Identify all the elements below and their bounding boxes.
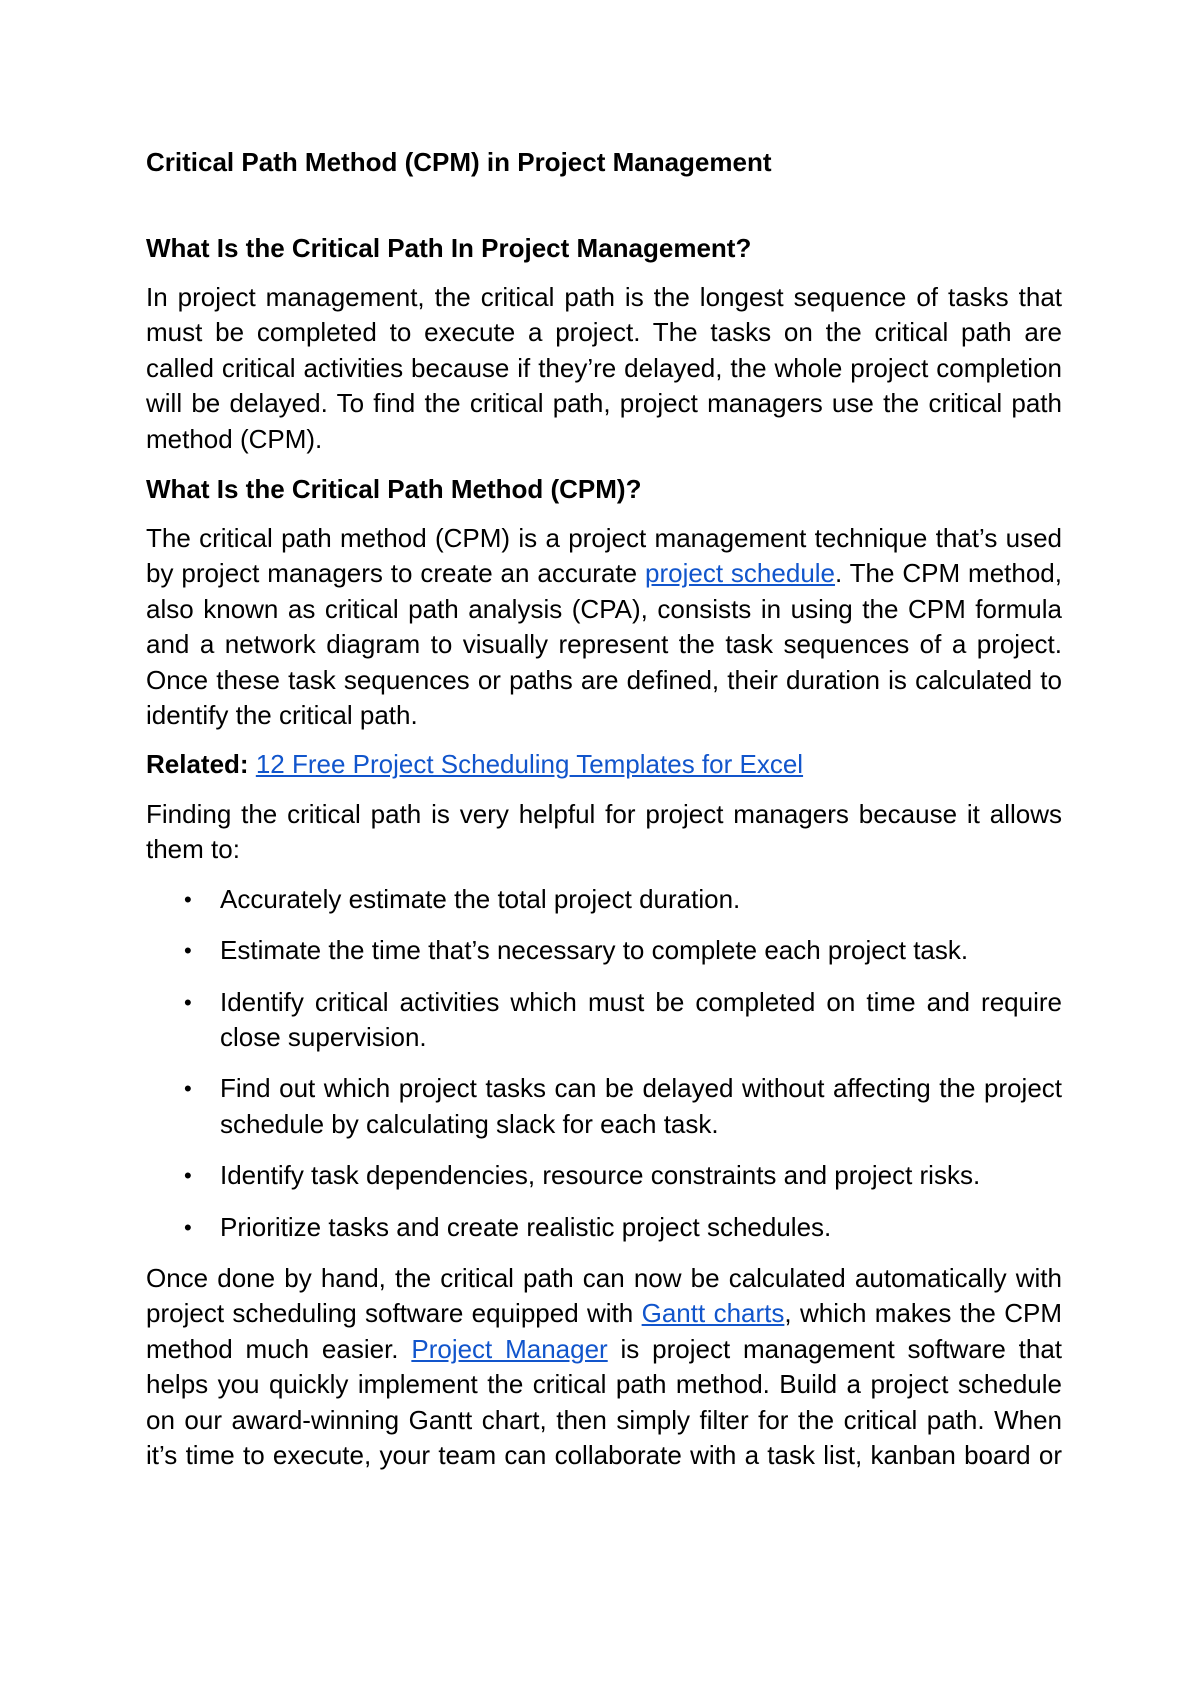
bullet-icon: • [184,1163,192,1189]
list-item [146,933,1062,968]
section-heading-critical-path: What Is the Critical Path In Project Management? [146,233,752,263]
paragraph-text: Once done by hand, the critical path can now be calculated automatically with project scheduling software equipped with [146,1262,1062,1329]
project-schedule-link[interactable]: project schedule [645,558,836,589]
section-heading-cpm: What Is the Critical Path Method (CPM)? [146,474,642,505]
paragraph-text: , which makes the CPM method much easier. [146,1298,1062,1364]
project-manager-link[interactable]: Project Manager [411,1333,608,1364]
list-item [146,882,1062,917]
scheduling-templates-link[interactable]: 12 Free Project Scheduling Templates for Excel [255,749,804,780]
bullet-icon: • [184,989,192,1015]
list-item-text: Find out which project tasks can be delayed without affecting the project schedule by calculating slack for each task. [220,1073,1062,1139]
related-line [146,747,1062,782]
paragraph-software [146,1261,1062,1473]
list-item [146,1158,1062,1193]
bullet-icon: • [184,886,192,912]
document-title: Critical Path Method (CPM) in Project Management [146,147,772,177]
paragraph-text: The critical path method (CPM) is a project management technique that’s used by project managers to create an accurate [146,523,1062,589]
list-item-text: Prioritize tasks and create realistic project schedules. [220,1211,832,1242]
bullet-icon: • [184,938,192,964]
list-item-text: Estimate the time that’s necessary to complete each project task. [220,935,969,966]
list-item-text: Identify critical activities which must be completed on time and require close supervision. [220,986,1062,1052]
list-item [146,985,1062,1056]
list-item [146,1071,1062,1142]
paragraph-text: is project management software that helps you quickly implement the critical path method. Build a project schedule on our award-winning Gantt chart, then simply filter for the critical path. When it’s time to execute, your team can collaborate with a task list, kanban board or [146,1333,1063,1470]
bullet-icon: • [184,1076,192,1102]
document-page [146,144,1062,1487]
related-label: Related: [146,749,249,780]
paragraph-benefits-intro: Finding the critical path is very helpful for project managers because it allows them to: [146,798,1062,865]
list-item [146,1210,1062,1245]
benefits-list [146,882,1062,1245]
paragraph-text: . The CPM method, also known as critical path analysis (CPA), consists in using the CPM formula and a network diagram to visually represent the task sequences of a project. Once these task sequences or paths are defined, their duration is calculated to identify the critical path. [146,558,1062,731]
list-item-text: Accurately estimate the total project duration. [220,883,741,914]
gantt-charts-link[interactable]: Gantt charts [641,1298,785,1329]
bullet-icon: • [184,1214,192,1240]
paragraph-critical-path-definition: In project management, the critical path is the longest sequence of tasks that must be completed to execute a project. The tasks on the critical path are called critical activities because if they’re delayed, the whole project completion will be delayed. To find the critical path, project managers use the critical path method (CPM). [146,282,1062,454]
paragraph-cpm-definition [146,521,1062,733]
list-item-text: Identify task dependencies, resource constraints and project risks. [220,1160,981,1191]
